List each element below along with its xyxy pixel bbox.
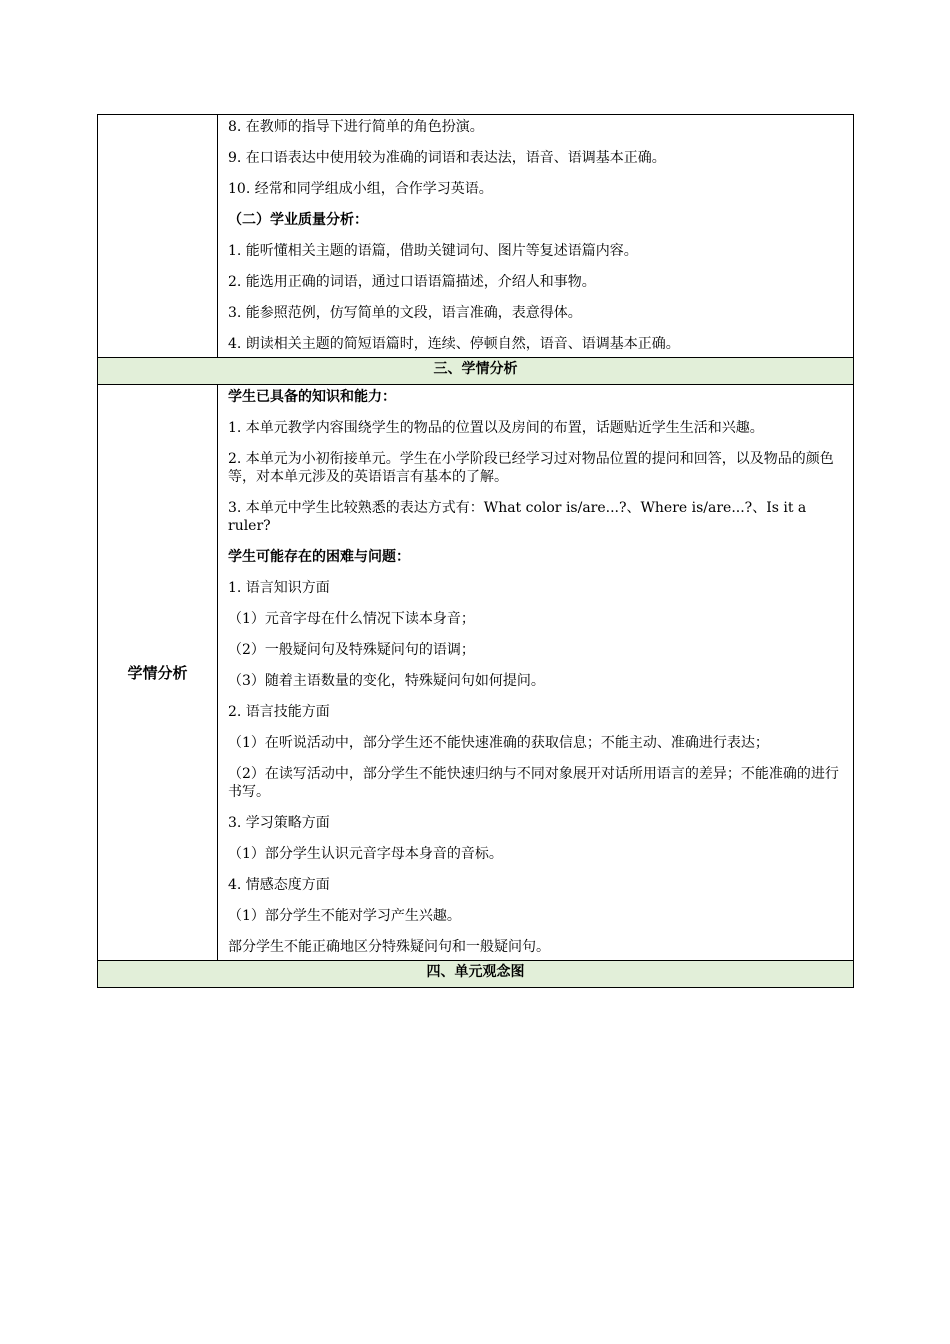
section4-header-row (98, 961, 854, 988)
standard-item-9: 9. 在口语表达中使用较为准确的词语和表达法，语音、语调基本正确。 (228, 150, 666, 166)
known-item-2: 2. 本单元为小初衔接单元。学生在小学阶段已经学习过对物品位置的提问和回答，以及物品的颜色等，对本单元涉及的英语语言有基本的了解。 (228, 451, 834, 485)
difficulty-item: （2）在读写活动中，部分学生不能快速归纳与不同对象展开对话所用语言的差异；不能准确的进行书写。 (228, 766, 839, 800)
section3-header: 三、学情分析 (98, 358, 854, 385)
quality-item-3: 3. 能参照范例，仿写简单的文段，语言准确，表意得体。 (228, 305, 582, 321)
quality-item-4: 4. 朗读相关主题的简短语篇时，连续、停顿自然，语音、语调基本正确。 (228, 336, 680, 352)
difficulty-item: 4. 情感态度方面 (228, 877, 330, 893)
difficulty-item: （3）随着主语数量的变化，特殊疑问句如何提问。 (228, 673, 545, 689)
known-item-1: 1. 本单元教学内容围绕学生的物品的位置以及房间的布置，话题贴近学生生活和兴趣。 (228, 420, 764, 436)
section4-header: 四、单元观念图 (98, 961, 854, 988)
standard-item-8: 8. 在教师的指导下进行简单的角色扮演。 (228, 119, 484, 135)
quality-item-1: 1. 能听懂相关主题的语篇，借助关键词句、图片等复述语篇内容。 (228, 243, 638, 259)
difficulty-item: 2. 语言技能方面 (228, 704, 330, 720)
difficulty-item: （1）元音字母在什么情况下读本身音； (228, 611, 475, 627)
standards-row (98, 115, 854, 358)
difficulty-item: （1）在听说活动中，部分学生还不能快速准确的获取信息；不能主动、准确进行表达； (228, 735, 769, 751)
known-heading: 学生已具备的知识和能力： (228, 389, 396, 405)
difficulty-item: 部分学生不能正确地区分特殊疑问句和一般疑问句。 (228, 939, 550, 955)
difficulty-heading: 学生可能存在的困难与问题： (228, 549, 410, 565)
section3-header-row (98, 358, 854, 385)
difficulty-item: （2）一般疑问句及特殊疑问句的语调； (228, 642, 475, 658)
quality-heading: （二）学业质量分析： (228, 212, 368, 228)
difficulty-item: 1. 语言知识方面 (228, 580, 330, 596)
standard-item-10: 10. 经常和同学组成小组，合作学习英语。 (228, 181, 493, 197)
difficulty-item: （1）部分学生不能对学习产生兴趣。 (228, 908, 461, 924)
empty-left-cell (98, 115, 218, 358)
section3-content-cell (218, 385, 854, 961)
quality-item-2: 2. 能选用正确的词语，通过口语语篇描述，介绍人和事物。 (228, 274, 596, 290)
standards-cell (218, 115, 854, 358)
section3-body-row (98, 385, 854, 961)
section3-left-label: 学情分析 (98, 385, 218, 961)
difficulty-item: （1）部分学生认识元音字母本身音的音标。 (228, 846, 503, 862)
difficulty-item: 3. 学习策略方面 (228, 815, 330, 831)
known-item-3: 3. 本单元中学生比较熟悉的表达方式有：What color is/are...?、Where is/are...?、Is it a ruler? (228, 500, 807, 534)
lesson-plan-table (97, 114, 854, 988)
